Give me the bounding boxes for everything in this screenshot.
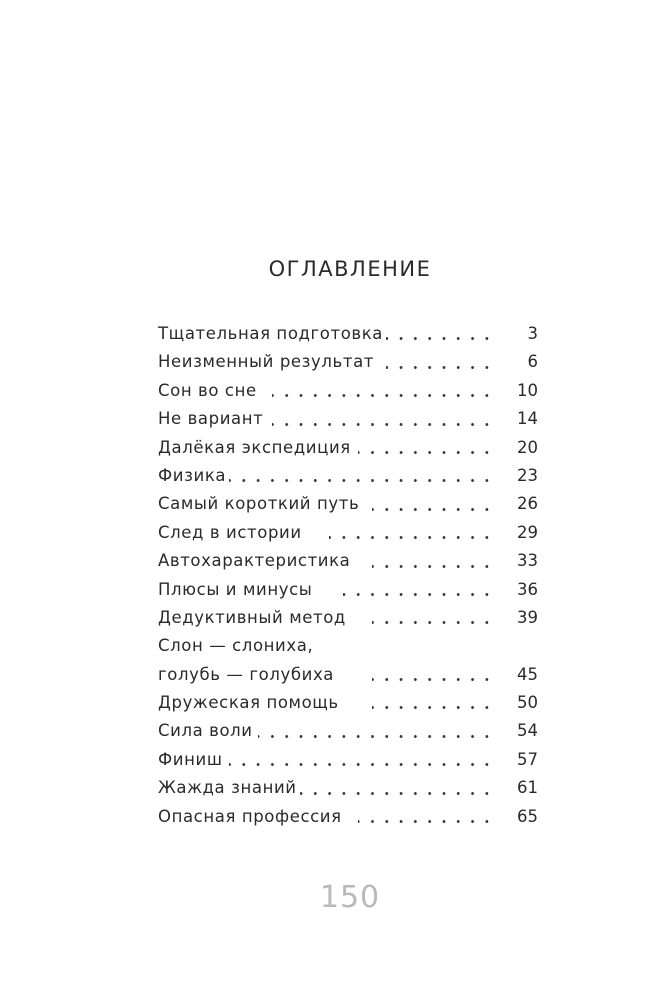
- toc-entry-title: Плюсы и минусы: [158, 576, 312, 604]
- toc-entry-title: Тщательная подготовка: [158, 320, 383, 348]
- toc-entry-title: Дедуктивный метод: [158, 604, 346, 632]
- toc-entry-title: Автохарактеристика: [158, 547, 350, 575]
- toc-entry-page: 26: [517, 494, 538, 514]
- dot-leader: [386, 366, 494, 369]
- dot-leader: [272, 423, 494, 426]
- toc-entry-page: 14: [517, 409, 538, 429]
- dot-leader: [343, 593, 494, 596]
- dot-leader: [372, 621, 494, 624]
- toc-entry-title: Сила воли: [158, 717, 253, 745]
- toc-entry-title: голубь — голубиха: [158, 661, 334, 689]
- dot-leader: [372, 565, 494, 568]
- toc-entry: [158, 519, 538, 547]
- toc-entry-page: 20: [517, 437, 538, 457]
- dot-leader: [229, 479, 494, 482]
- toc-entry-title: Далёкая экспедиция: [158, 434, 351, 462]
- toc-entry-title: Физика: [158, 462, 226, 490]
- toc-entry-page: 54: [517, 721, 538, 741]
- toc-entry-page: 6: [527, 352, 538, 372]
- toc-entry-page: 50: [517, 693, 538, 713]
- toc-entry-page: 57: [517, 749, 538, 769]
- toc-entry-page: 36: [517, 579, 538, 599]
- page-number: 150: [319, 880, 381, 915]
- toc-entry: [158, 434, 538, 462]
- dot-leader: [372, 508, 494, 511]
- toc-entry-page: 29: [517, 522, 538, 542]
- toc-entry: [158, 661, 538, 689]
- toc-entry: [158, 576, 538, 604]
- toc-entry-page: 23: [517, 465, 538, 485]
- toc-entry-title: Опасная профессия: [158, 803, 342, 831]
- toc-entry-title: Жажда знаний: [158, 774, 297, 802]
- toc-entry-title: Финиш: [158, 746, 223, 774]
- toc-entry-page: 65: [517, 806, 538, 826]
- dot-leader: [329, 536, 494, 539]
- dot-leader: [258, 735, 494, 738]
- toc-entry: [158, 462, 538, 490]
- toc-entry: [158, 348, 538, 376]
- toc-entry: [158, 774, 538, 802]
- dot-leader: [372, 678, 494, 681]
- toc-entry-title: Дружеская помощь: [158, 689, 339, 717]
- toc-entry: [158, 632, 538, 660]
- dot-leader: [386, 337, 494, 340]
- toc-entry-title: Слон — слониха,: [158, 632, 313, 660]
- toc-entry: [158, 405, 538, 433]
- toc-entry-title: След в истории: [158, 519, 302, 547]
- toc-entry-title: Самый короткий путь: [158, 490, 359, 518]
- dot-leader: [358, 451, 494, 454]
- toc-entry-page: 61: [517, 778, 538, 798]
- dot-leader: [229, 763, 494, 766]
- toc-entry: [158, 689, 538, 717]
- toc-entry-page: 45: [517, 664, 538, 684]
- dot-leader: [358, 820, 494, 823]
- toc-entry: [158, 717, 538, 745]
- toc-heading: ОГЛАВЛЕНИЕ: [268, 257, 432, 281]
- toc-entry: [158, 746, 538, 774]
- toc-entry: [158, 604, 538, 632]
- dot-leader: [372, 706, 494, 709]
- toc-entry: [158, 320, 538, 348]
- toc-entry-title: Не вариант: [158, 405, 263, 433]
- toc-entry: [158, 377, 538, 405]
- dot-leader: [300, 792, 494, 795]
- toc-entry: [158, 547, 538, 575]
- toc-entry-title: Сон во сне: [158, 377, 257, 405]
- toc-entry: [158, 490, 538, 518]
- toc-entry-page: 39: [517, 607, 538, 627]
- toc-list: [158, 320, 538, 831]
- toc-entry-page: 3: [527, 324, 538, 343]
- dot-leader: [272, 394, 494, 397]
- toc-entry-title: Неизменный результат: [158, 348, 374, 376]
- toc-entry-page: 10: [517, 380, 538, 400]
- toc-entry: [158, 803, 538, 831]
- toc-entry-page: 33: [517, 551, 538, 571]
